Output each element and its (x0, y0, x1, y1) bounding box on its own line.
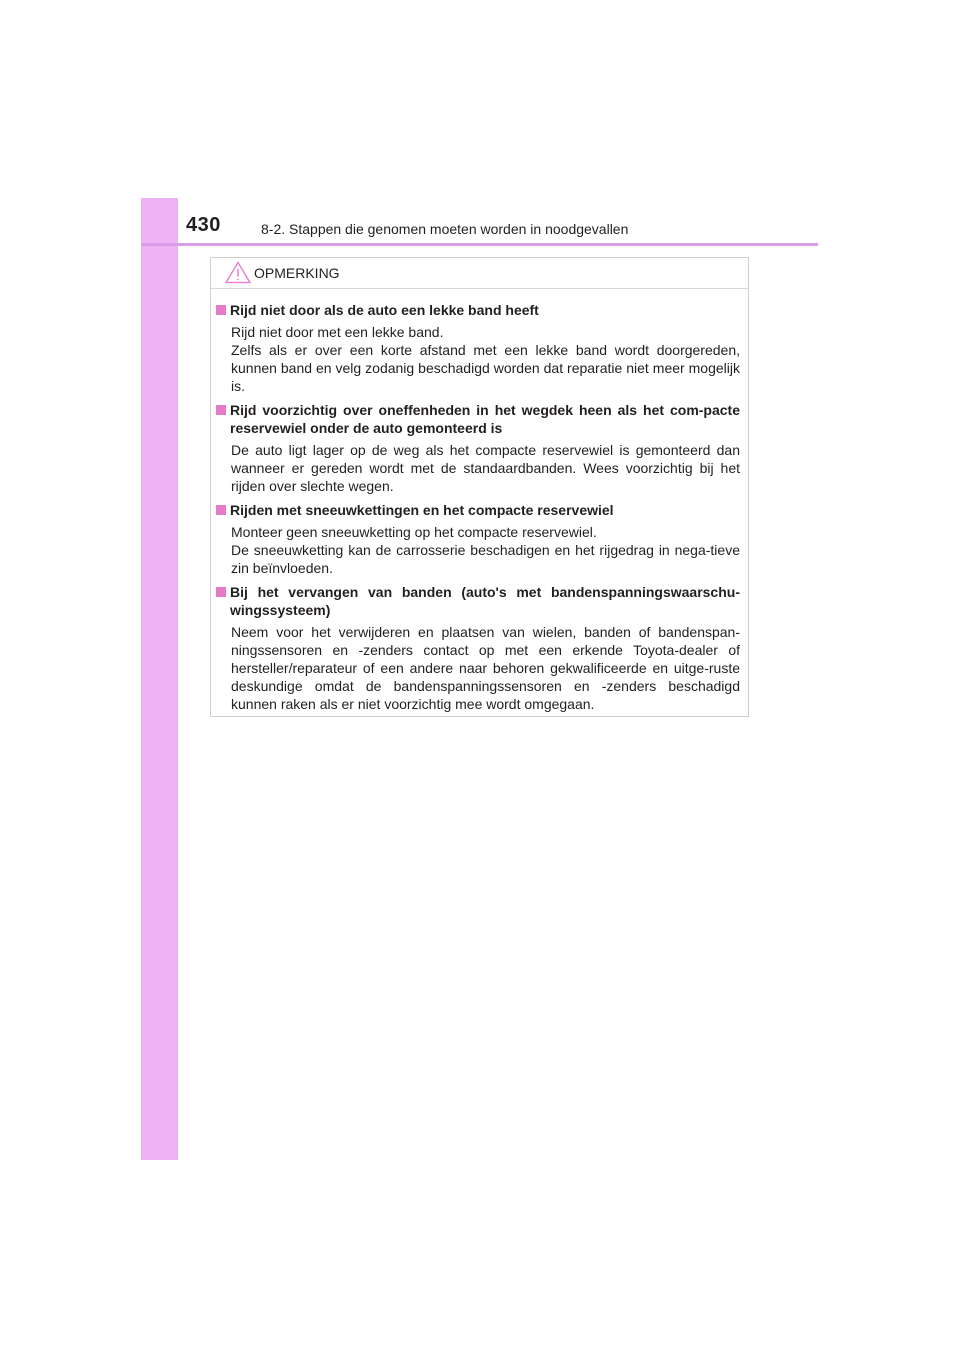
notice-section (216, 301, 740, 395)
square-bullet-icon (216, 505, 226, 515)
square-bullet-icon (216, 305, 226, 315)
section-heading: Rijd niet door als de auto een lekke band heeft (216, 301, 740, 319)
notice-box (210, 257, 749, 717)
page-number: 430 (186, 214, 221, 236)
section-text: Rijd niet door met een lekke band. Zelfs als er over een korte afstand met een lekke band wordt doorgereden, kunnen band en velg zodanig beschadigd worden dat reparatie niet meer mogelijk is. (231, 324, 740, 394)
notice-body (211, 289, 748, 713)
square-bullet-icon (216, 405, 226, 415)
section-heading: Rijden met sneeuwkettingen en het compacte reservewiel (216, 501, 740, 519)
section-text: De auto ligt lager op de weg als het compacte reservewiel is gemonteerd dan wanneer er gereden wordt met de standaardbanden. Wees voorzichtig bij het rijden over slechte wegen. (231, 442, 740, 494)
section-heading: Rijd voorzichtig over oneffenheden in het wegdek heen als het com-pacte reservewiel onder de auto gemonteerd is (216, 401, 740, 437)
section-text: Neem voor het verwijderen en plaatsen van wielen, banden of bandenspan-ningssensoren en -zenders contact op met een erkende Toyota-dealer of hersteller/reparateur of een andere naar behoren gekwalificeerde en uitge-ruste deskundige omdat de bandenspanningssensoren en -zenders beschadigd kunnen raken als er niet voorzichtig mee wordt omgegaan. (231, 624, 740, 712)
chapter-title: 8-2. Stappen die genomen moeten worden in noodgevallen (261, 221, 629, 237)
square-bullet-icon (216, 587, 226, 597)
chapter-side-tab (141, 198, 178, 1160)
notice-title: OPMERKING (254, 265, 340, 281)
notice-section (216, 501, 740, 577)
section-heading: Bij het vervangen van banden (auto's met bandenspanningswaarschu-wingssysteem) (216, 583, 740, 619)
notice-section (216, 401, 740, 495)
notice-section (216, 583, 740, 713)
section-text: Monteer geen sneeuwketting op het compacte reservewiel. De sneeuwketting kan de carrosserie beschadigen en het rijgedrag in nega-tieve zin beïnvloeden. (231, 524, 740, 576)
notice-header (211, 258, 748, 289)
warning-triangle-icon (225, 261, 251, 284)
header-rule (141, 243, 818, 246)
